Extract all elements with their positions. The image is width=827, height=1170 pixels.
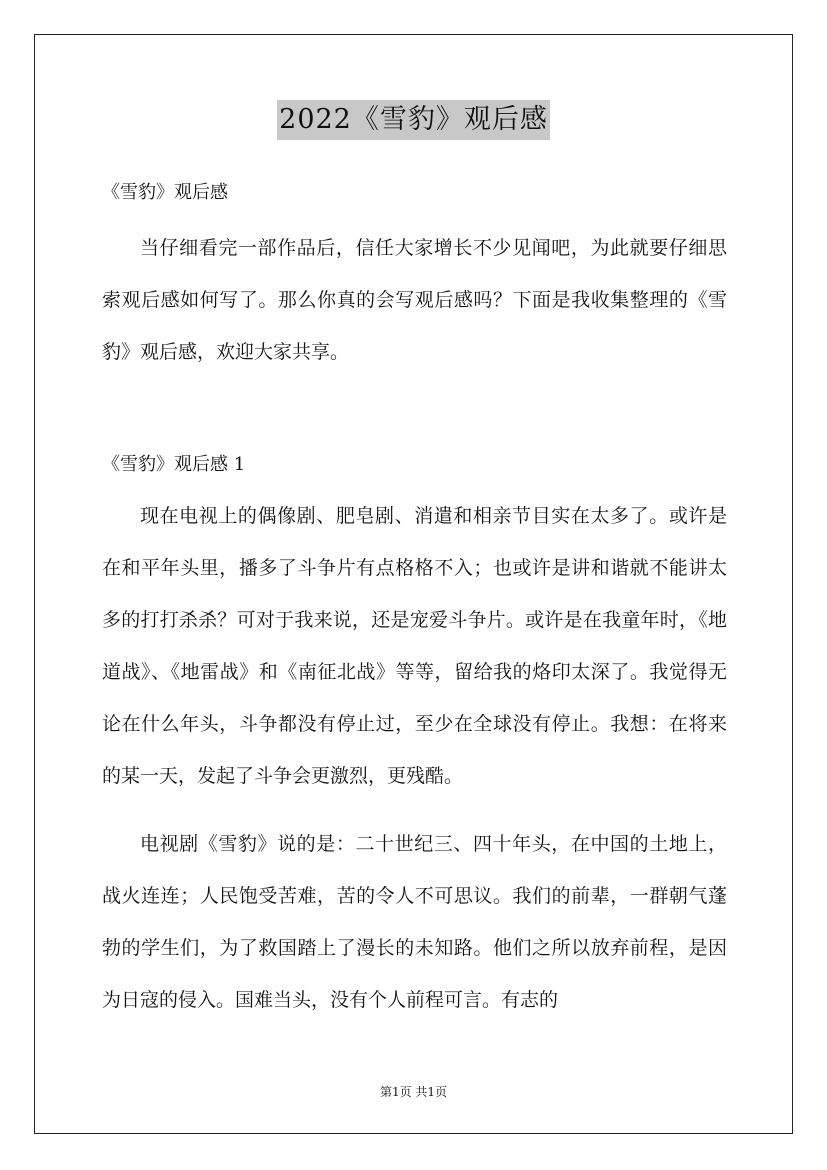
section-heading: 《雪豹》观后感	[102, 182, 228, 203]
body-paragraph: 现在电视上的偶像剧、肥皂剧、消遣和相亲节目实在太多了。或许是在和平年头里，播多了斗争片有点格格不入；也或许是讲和谐就不能讲太多的打打杀杀？可对于我来说，还是宠爱斗争片。或许是在我童年时，《地道战》、《地雷战》和《南征北战》等等，留给我的烙印太深了。我觉得无论在什么年头，斗争都没有停止过，至少在全球没有停止。我想：在将来的某一天，发起了斗争会更激烈，更残酷。	[102, 505, 727, 787]
title-container	[0, 100, 827, 140]
intro-paragraph: 当仔细看完一部作品后，信任大家增长不少见闻吧，为此就要仔细思索观后感如何写了。那么你真的会写观后感吗？下面是我收集整理的《雪豹》观后感，欢迎大家共享。	[102, 237, 727, 363]
section-heading-1: 《雪豹》观后感 1	[102, 454, 246, 475]
page-footer: 第1页 共1页	[379, 1085, 448, 1099]
body-paragraph-2: 电视剧《雪豹》说的是：二十世纪三、四十年头，在中国的土地上，战火连连；人民饱受苦难，苦的令人不可思议。我们的前辈，一群朝气蓬勃的学生们，为了救国踏上了漫长的未知路。他们之所以放弃前程，是因为日寇的侵入。国难当头，没有个人前程可言。有志的	[102, 833, 727, 1011]
document-title: 2022《雪豹》观后感	[277, 100, 550, 140]
